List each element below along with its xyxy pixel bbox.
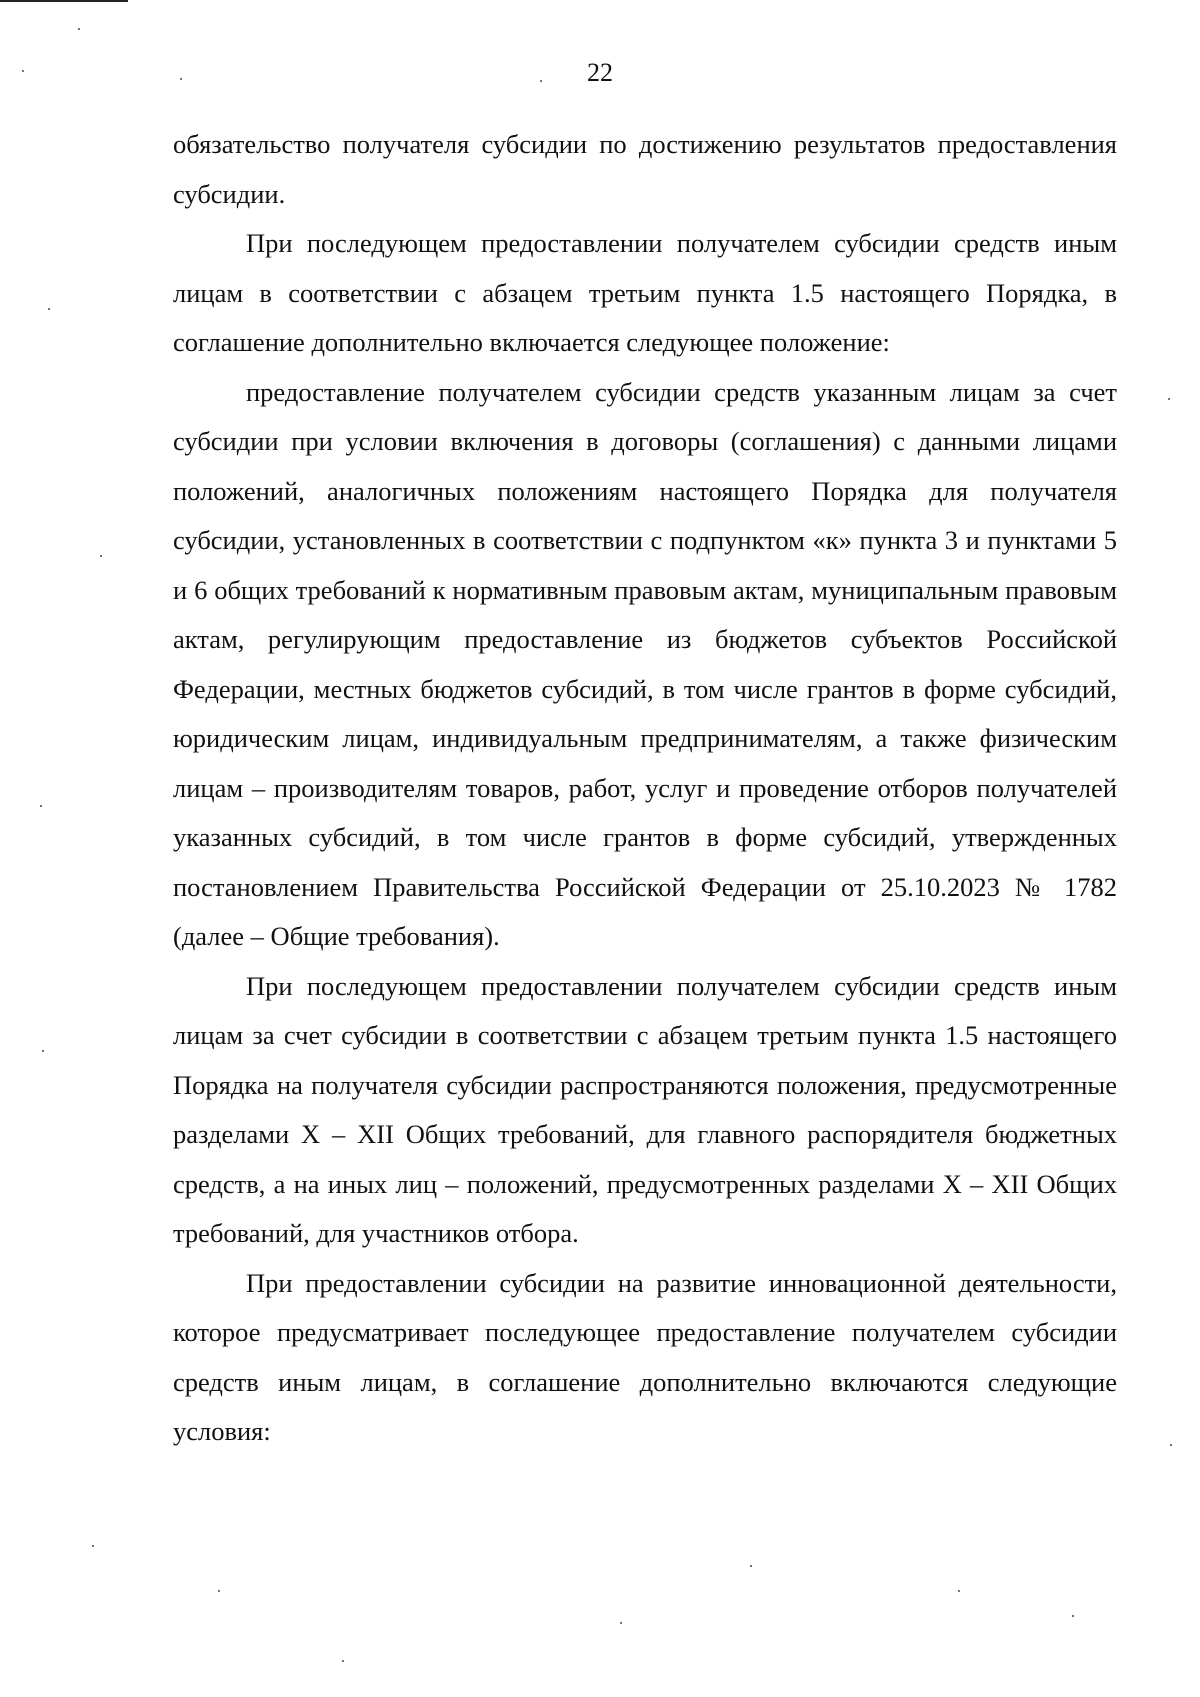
- paragraph: При предоставлении субсидии на развитие инновационной деятельности, которое предусматривает последующее предоставление получателем субсидии средств иным лицам, в соглашение дополнительно включаются следующие условия:: [173, 1267, 1117, 1446]
- scan-speck: [342, 1660, 344, 1662]
- scan-speck: [1168, 398, 1170, 400]
- paragraph: При последующем предоставлении получателем субсидии средств иным лицам в соответствии с абзацем третьим пункта 1.5 настоящего Порядка, в соглашение дополнительно включается следующее положение:: [173, 228, 1117, 357]
- scan-speck: [22, 70, 24, 72]
- paragraph: При последующем предоставлении получателем субсидии средств иным лицам за счет субсидии в соответствии с абзацем третьим пункта 1.5 настоящего Порядка на получателя субсидии распространяются положения, предусмотренные разделами X – XII Общих требований, для главного распорядителя бюджетных средств, а на иных лиц – положений, предусмотренных разделами X – XII Общих требований, для участников отбора.: [173, 970, 1117, 1248]
- scan-speck: [180, 78, 182, 80]
- scan-speck: [1170, 1444, 1172, 1446]
- scan-speck: [78, 28, 80, 30]
- scan-speck: [620, 1622, 622, 1624]
- scan-speck: [100, 555, 102, 557]
- paragraph-continuation: обязательство получателя субсидии по достижению результатов предоставления субсидии.: [173, 129, 1117, 209]
- scan-speck: [750, 1565, 752, 1567]
- scan-speck: [540, 80, 542, 82]
- scan-speck: [48, 308, 50, 310]
- document-body: [173, 120, 1117, 1457]
- paragraph: предоставление получателем субсидии средств указанным лицам за счет субсидии при условии включения в договоры (соглашения) с данными лицами положений, аналогичных положениям настоящего Порядка для получателя субсидии, установленных в соответствии с подпунктом «к» пункта 3 и пунктами 5 и 6 общих требований к нормативным правовым актам, муниципальным правовым актам, регулирующим предоставление из бюджетов субъектов Российской Федерации, местных бюджетов субсидий, в том числе грантов в форме субсидий, юридическим лицам, индивидуальным предпринимателям, а также физическим лицам – производителям товаров, работ, услуг и проведение отборов получателей указанных субсидий, в том числе грантов в форме субсидий, утвержденных постановлением Правительства Российской Федерации от 25.10.2023 № 1782 (далее – Общие требования).: [173, 376, 1117, 951]
- page-number: 22: [587, 58, 613, 87]
- scan-speck: [92, 1545, 94, 1547]
- scan-edge-mark: [0, 0, 128, 2]
- scan-speck: [1072, 1615, 1074, 1617]
- scan-speck: [40, 805, 42, 807]
- scan-speck: [958, 1590, 960, 1592]
- scan-speck: [218, 1590, 220, 1592]
- scan-speck: [42, 1050, 44, 1052]
